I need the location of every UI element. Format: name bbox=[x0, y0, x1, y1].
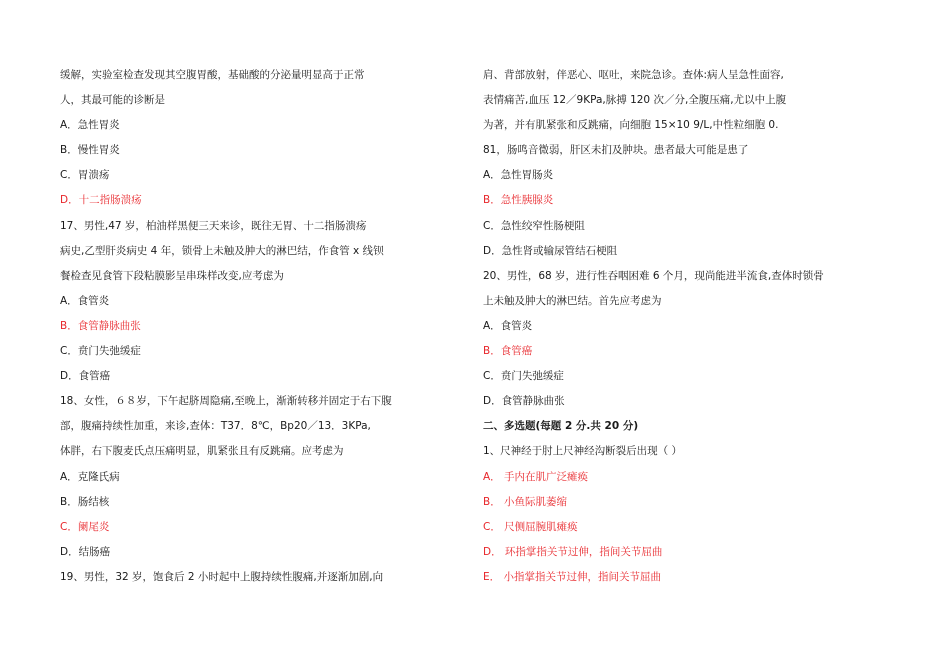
text-line: 20、男性，68 岁，进行性吞咽困难 6 个月，现尚能进半流食,查体时锁骨 bbox=[483, 269, 824, 282]
text-line: D．结肠癌 bbox=[60, 545, 111, 558]
text-line: A．急性胃炎 bbox=[60, 119, 120, 132]
text-line: 17、男性,47 岁，柏油样黑便三天来诊，既往无胃、十二指肠溃疡 bbox=[60, 219, 367, 232]
text-line: B．慢性胃炎 bbox=[60, 144, 120, 157]
text-line: D．急性肾或输尿管结石梗阻 bbox=[483, 244, 618, 257]
answer-line: D． 环指掌指关节过伸，指间关节屈曲 bbox=[483, 545, 663, 558]
text-line: C．胃溃疡 bbox=[60, 169, 110, 182]
text-line: 病史,乙型肝炎病史 4 年，锁骨上未触及肿大的淋巴结，作食管 x 线钡 bbox=[60, 244, 384, 257]
text-line: A．克隆氏病 bbox=[60, 470, 120, 483]
text-line: 表情痛苦,血压 12／9KPa,脉搏 120 次／分,全腹压痛,尤以中上腹 bbox=[483, 94, 787, 107]
text-line: 部，腹痛持续性加重，来诊,查体：T37．8℃，Bp20／13．3KPa, bbox=[60, 420, 371, 433]
text-line: C．贲门失弛缓症 bbox=[60, 345, 141, 358]
right-column bbox=[483, 63, 823, 590]
text-line: 二、多选题(每题 2 分.共 20 分) bbox=[483, 420, 639, 433]
text-line: A．食管炎 bbox=[483, 319, 533, 332]
text-line: B．肠结核 bbox=[60, 495, 110, 508]
text-line: 体胖，右下腹麦氏点压痛明显，肌紧张且有反跳痛。应考虑为 bbox=[60, 445, 344, 458]
text-line: 1、尺神经于肘上尺神经沟断裂后出现（ ） bbox=[483, 445, 683, 458]
text-line: 为著，并有肌紧张和反跳痛，向细胞 15×10 9/L,中性粒细胞 0. bbox=[483, 119, 779, 132]
text-line: 人，其最可能的诊断是 bbox=[60, 94, 165, 107]
left-column bbox=[60, 63, 415, 590]
answer-line: A． 手内在肌广泛瘫痪 bbox=[483, 470, 589, 483]
answer-line: D．十二指肠溃疡 bbox=[60, 194, 142, 207]
text-line: D．食管静脉曲张 bbox=[483, 395, 565, 408]
answer-line: B． 小鱼际肌萎缩 bbox=[483, 495, 568, 508]
answer-line: E． 小指掌指关节过伸，指间关节屈曲 bbox=[483, 570, 661, 583]
text-line: 上未触及肿大的淋巴结。首先应考虑为 bbox=[483, 294, 662, 307]
answer-line: B．食管癌 bbox=[483, 345, 533, 358]
text-line: D．食管癌 bbox=[60, 370, 111, 383]
text-line: A．食管炎 bbox=[60, 294, 110, 307]
answer-line: B．急性胰腺炎 bbox=[483, 194, 554, 207]
answer-line: B．食管静脉曲张 bbox=[60, 319, 141, 332]
answer-line: C． 尺侧屈腕肌瘫痪 bbox=[483, 520, 578, 533]
text-line: 81，肠鸣音微弱，肝区未扪及肿块。患者最大可能是患了 bbox=[483, 144, 749, 157]
text-line: C．急性绞窄性肠梗阻 bbox=[483, 219, 585, 232]
text-line: 餐检查见食管下段粘膜影呈串珠样改变,应考虑为 bbox=[60, 269, 284, 282]
text-line: 19、男性，32 岁，饱食后 2 小时起中上腹持续性腹痛,并逐渐加剧,向 bbox=[60, 570, 384, 583]
text-line: 18、女性，６８岁，下午起脐周隐痛,至晚上，渐渐转移并固定于右下腹 bbox=[60, 395, 392, 408]
text-line: C．贲门失弛缓症 bbox=[483, 370, 564, 383]
text-line: A．急性胃肠炎 bbox=[483, 169, 554, 182]
text-line: 缓解，实验室检查发现其空腹胃酸，基础酸的分泌量明显高于正常 bbox=[60, 69, 365, 81]
text-line: 肩、背部放射，伴恶心、呕吐，来院急诊。查体:病人呈急性面容, bbox=[483, 69, 784, 81]
answer-line: C．阑尾炎 bbox=[60, 520, 110, 533]
